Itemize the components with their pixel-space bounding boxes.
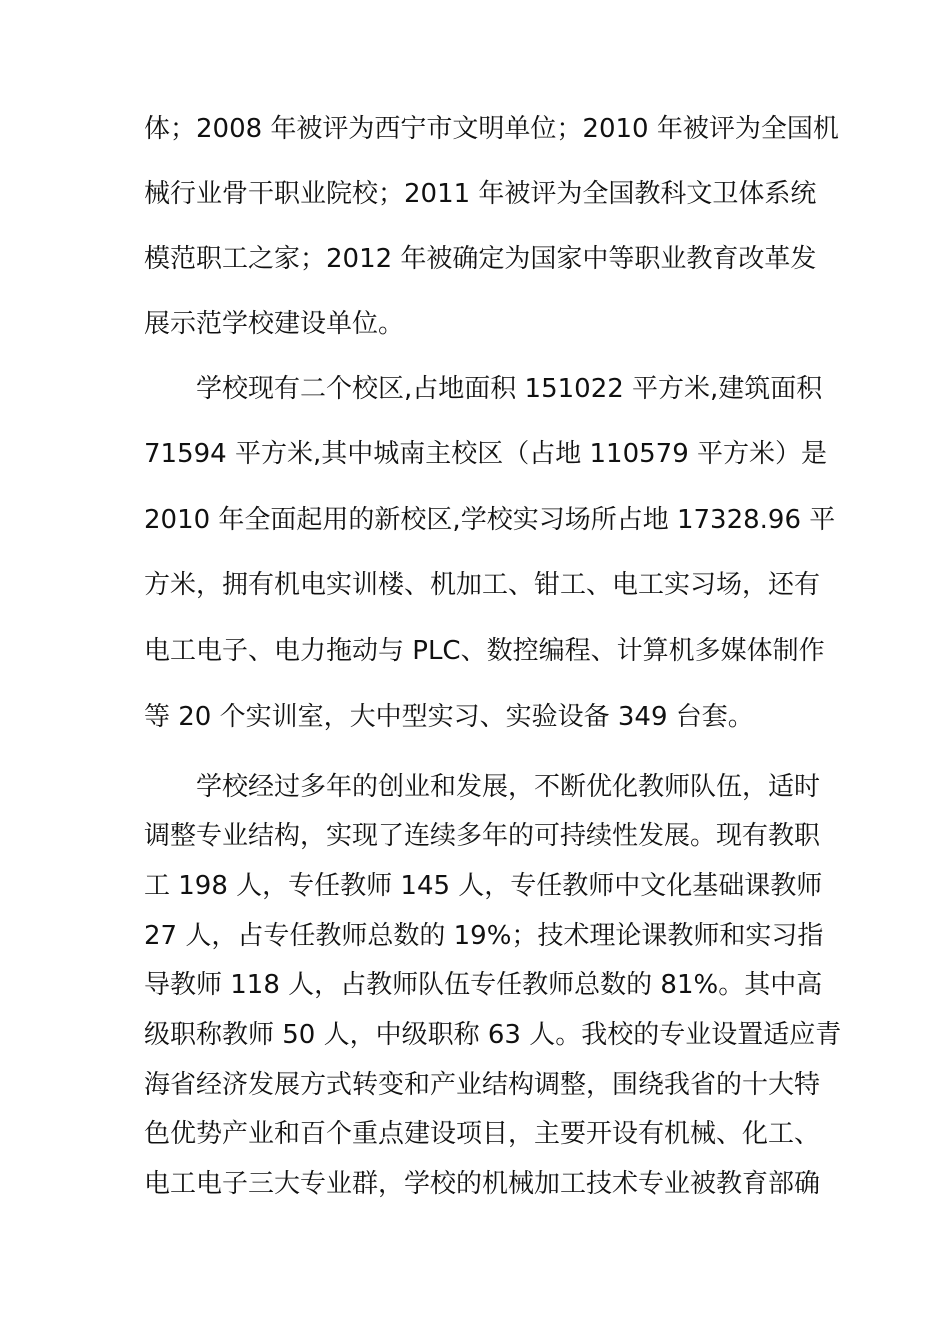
paragraph-3-line-4: 27 人，占专任教师总数的 19%；技术理论课教师和实习指 (144, 921, 824, 951)
paragraph-1-line-1: 体；2008 年被评为西宁市文明单位；2010 年被评为全国机 (144, 114, 839, 144)
paragraph-2-line-3: 2010 年全面起用的新校区,学校实习场所占地 17328.96 平 (144, 505, 836, 535)
paragraph-3-line-3: 工 198 人，专任教师 145 人，专任教师中文化基础课教师 (144, 871, 823, 901)
paragraph-3-line-7: 海省经济发展方式转变和产业结构调整，围绕我省的十大特 (144, 1070, 821, 1100)
paragraph-3-line-1: 学校经过多年的创业和发展，不断优化教师队伍，适时 (196, 772, 821, 802)
paragraph-2-line-6: 等 20 个实训室，大中型实习、实验设备 349 台套。 (144, 702, 754, 732)
paragraph-1-line-3: 模范职工之家；2012 年被确定为国家中等职业教育改革发 (144, 244, 817, 274)
paragraph-3-line-2: 调整专业结构，实现了连续多年的可持续性发展。现有教职 (144, 821, 821, 851)
paragraph-2-line-4: 方米，拥有机电实训楼、机加工、钳工、电工实习场，还有 (144, 570, 821, 600)
paragraph-2-line-2: 71594 平方米,其中城南主校区（占地 110579 平方米）是 (144, 439, 828, 469)
paragraph-1-line-2: 械行业骨干职业院校；2011 年被评为全国教科文卫体系统 (144, 179, 817, 209)
paragraph-3-line-9: 电工电子三大专业群，学校的机械加工技术专业被教育部确 (144, 1169, 821, 1199)
paragraph-3-line-8: 色优势产业和百个重点建设项目，主要开设有机械、化工、 (144, 1119, 821, 1149)
paragraph-3-line-6: 级职称教师 50 人，中级职称 63 人。我校的专业设置适应青 (144, 1020, 842, 1050)
paragraph-2-line-5: 电工电子、电力拖动与 PLC、数控编程、计算机多媒体制作 (144, 636, 825, 666)
paragraph-1-line-4: 展示范学校建设单位。 (144, 309, 405, 339)
paragraph-2-line-1: 学校现有二个校区,占地面积 151022 平方米,建筑面积 (196, 374, 823, 404)
paragraph-3-line-5: 导教师 118 人，占教师队伍专任教师总数的 81%。其中高 (144, 970, 823, 1000)
